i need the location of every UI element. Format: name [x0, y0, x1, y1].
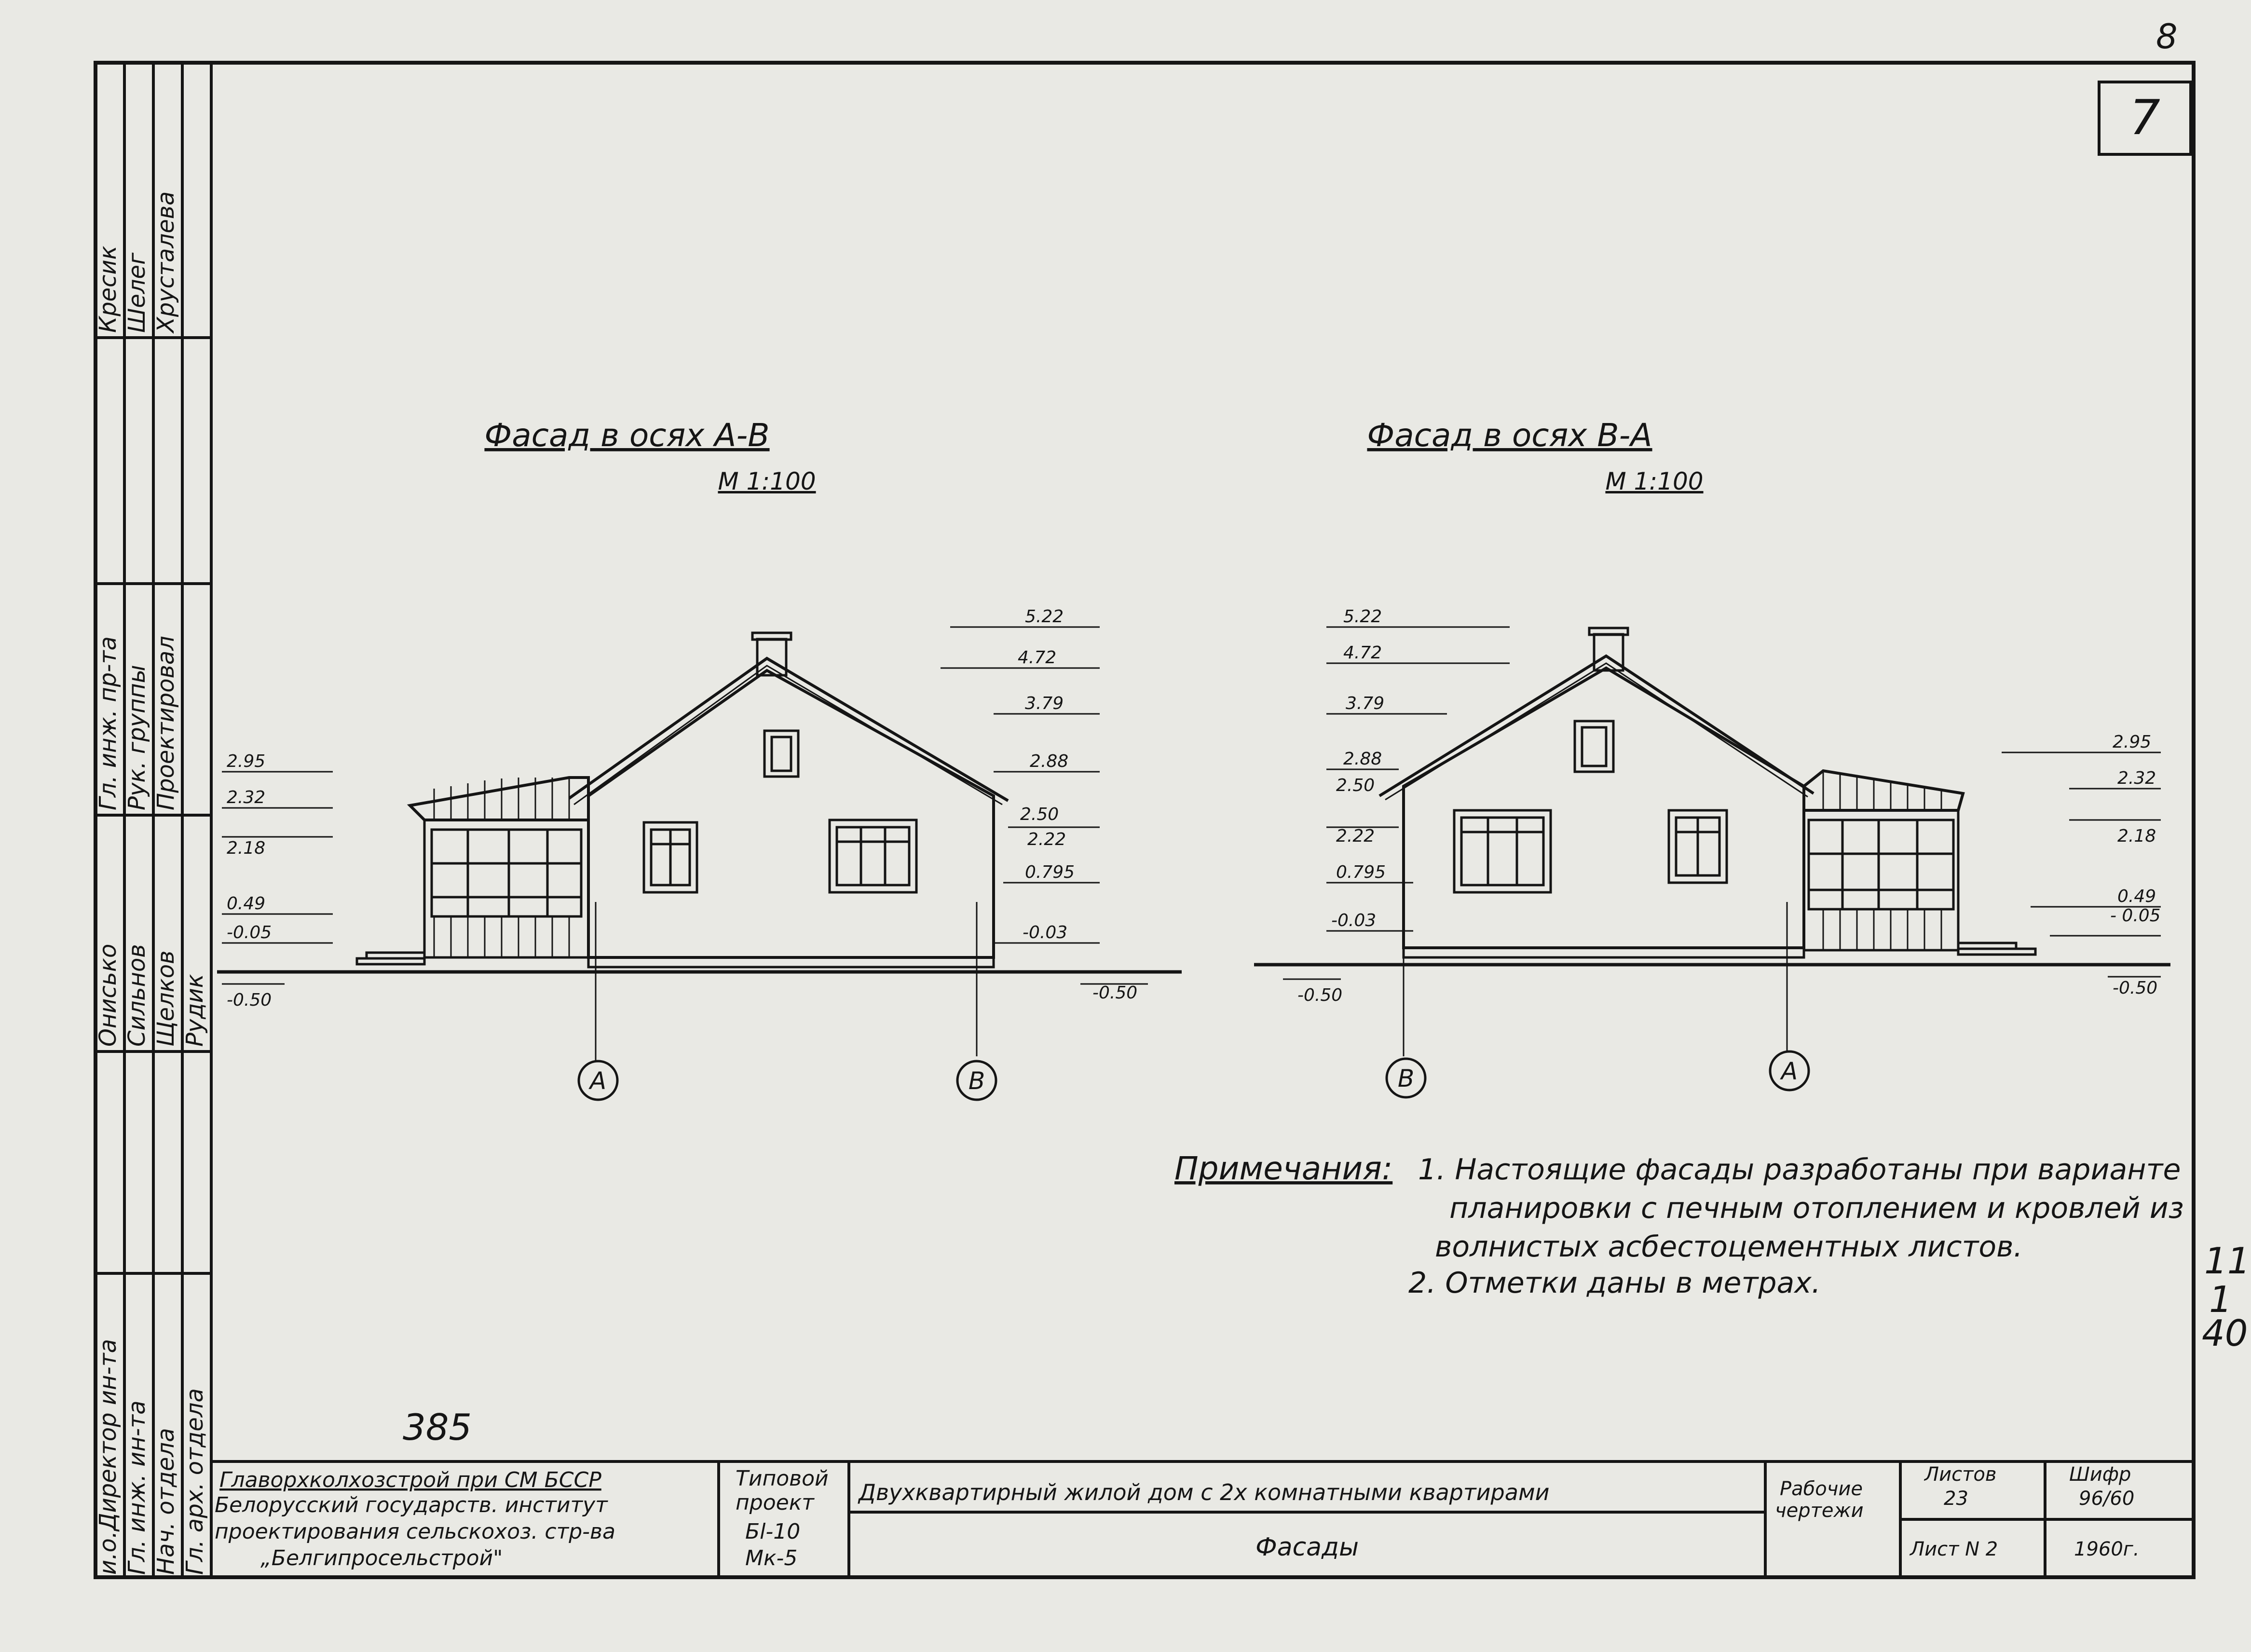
level-mark: 0.795 — [1336, 862, 1386, 882]
elevation-right — [1254, 627, 2170, 1097]
strip-lower-role-2: Гл. инж. ин-та — [123, 1400, 150, 1575]
stamp-number: 385 — [403, 1406, 472, 1448]
org-name-4: „Белгипросельстрой" — [260, 1546, 503, 1570]
level-mark: 2.32 — [227, 788, 266, 807]
level-mark: -0.50 — [2113, 978, 2158, 998]
axis-label: А — [1781, 1057, 1798, 1085]
level-mark: -0.03 — [1023, 923, 1068, 942]
project-label-1: Типовой — [736, 1466, 829, 1491]
strip-upper-name-3: Хрусталева — [152, 191, 179, 333]
stage-label-2: чертежи — [1775, 1500, 1864, 1522]
margin-mark-right-2: 1 — [2209, 1278, 2232, 1321]
org-name-3: проектирования сельскохоз. стр-ва — [215, 1519, 615, 1544]
strip-lower-name-4: Рудик — [181, 974, 208, 1047]
strip-lower-name-3: Щелков — [152, 950, 179, 1047]
margin-mark-right-3: 40 — [2202, 1312, 2248, 1354]
strip-upper-role-3: Проектировал — [152, 636, 179, 810]
notes-line-3: волнистых асбестоцементных листов. — [1435, 1230, 2023, 1264]
level-mark: 0.795 — [1025, 862, 1075, 882]
cipher-value: 96/60 — [2079, 1488, 2135, 1510]
sheet-title: Фасады — [1255, 1533, 1359, 1562]
axis-label: А — [589, 1067, 607, 1095]
strip-upper-name-1: Кресик — [95, 246, 122, 333]
strip-lower-role-4: Гл. арх. отдела — [181, 1388, 208, 1575]
strip-lower-role-3: Нач. отдела — [152, 1428, 179, 1575]
level-mark: 2.95 — [227, 751, 266, 771]
page-number: 7 — [2129, 89, 2160, 146]
margin-mark-right-1: 11 — [2204, 1240, 2251, 1282]
level-mark: 2.95 — [2113, 732, 2152, 752]
axis-label: В — [1397, 1065, 1415, 1092]
level-mark: -0.05 — [227, 923, 272, 942]
org-name-2: Белорусский государств. институт — [215, 1493, 608, 1517]
stage-label-1: Рабочие — [1780, 1478, 1863, 1500]
strip-upper-role-2: Рук. группы — [123, 665, 150, 810]
margin-mark-top: 8 — [2156, 17, 2178, 56]
level-mark: -0.50 — [227, 990, 272, 1010]
level-mark: 5.22 — [1025, 607, 1064, 627]
strip-lower-name-1: Онисько — [95, 943, 122, 1047]
object-title: Двухквартирный жилой дом с 2х комнатными квартирами — [859, 1479, 1550, 1505]
level-mark: 2.88 — [1030, 751, 1069, 771]
level-mark: -0.03 — [1331, 911, 1377, 930]
notes-heading: Примечания: — [1174, 1150, 1393, 1187]
level-mark: 4.72 — [1018, 648, 1057, 668]
level-mark: 0.49 — [2117, 887, 2156, 906]
level-mark: 2.18 — [227, 838, 266, 858]
level-mark: 4.72 — [1343, 643, 1382, 663]
level-mark: 3.79 — [1025, 694, 1064, 713]
elevation-left-title: Фасад в осях А-В — [484, 417, 770, 454]
level-mark: 3.79 — [1346, 694, 1385, 713]
project-label-2: проект — [736, 1490, 814, 1515]
level-mark: 0.49 — [227, 894, 266, 914]
level-mark: 2.22 — [1027, 830, 1066, 849]
level-mark: 2.88 — [1343, 749, 1382, 769]
strip-upper-name-2: Шелег — [123, 252, 150, 333]
level-mark: - 0.05 — [2110, 906, 2161, 926]
sheets-count-label: Листов — [1924, 1463, 1997, 1486]
level-mark: 2.50 — [1336, 776, 1375, 795]
elevation-right-title: Фасад в осях В-А — [1367, 417, 1652, 454]
axis-label: В — [968, 1067, 985, 1095]
level-mark: 5.22 — [1343, 607, 1382, 627]
elevation-left-scale: М 1:100 — [718, 467, 816, 495]
project-label-4: Мк-5 — [745, 1546, 798, 1570]
notes-line-1: 1. Настоящие фасады разработаны при варианте — [1418, 1153, 2181, 1187]
sheets-count: 23 — [1944, 1488, 1968, 1510]
level-mark: -0.50 — [1297, 985, 1343, 1005]
notes-line-4: 2. Отметки даны в метрах. — [1408, 1266, 1821, 1300]
cipher-label: Шифр — [2069, 1463, 2131, 1486]
strip-lower-role-1: и.о.Директор ин-та — [95, 1338, 122, 1575]
elevation-right-scale: М 1:100 — [1605, 467, 1704, 495]
sheet-number: Лист N 2 — [1910, 1538, 1998, 1560]
strip-upper-role-1: Гл. инж. пр-та — [95, 636, 122, 810]
org-name-1: Главорхколхозстрой при СМ БССР — [219, 1468, 601, 1492]
strip-lower-name-2: Сильнов — [123, 944, 150, 1047]
level-mark: -0.50 — [1092, 983, 1138, 1003]
level-mark: 2.50 — [1020, 805, 1059, 824]
year: 1960г. — [2074, 1538, 2140, 1560]
project-label-3: Бl-10 — [745, 1519, 801, 1544]
level-mark: 2.18 — [2117, 826, 2156, 846]
notes-line-2: планировки с печным отоплением и кровлей из — [1449, 1191, 2184, 1225]
level-mark: 2.22 — [1336, 826, 1375, 846]
level-mark: 2.32 — [2117, 768, 2156, 788]
